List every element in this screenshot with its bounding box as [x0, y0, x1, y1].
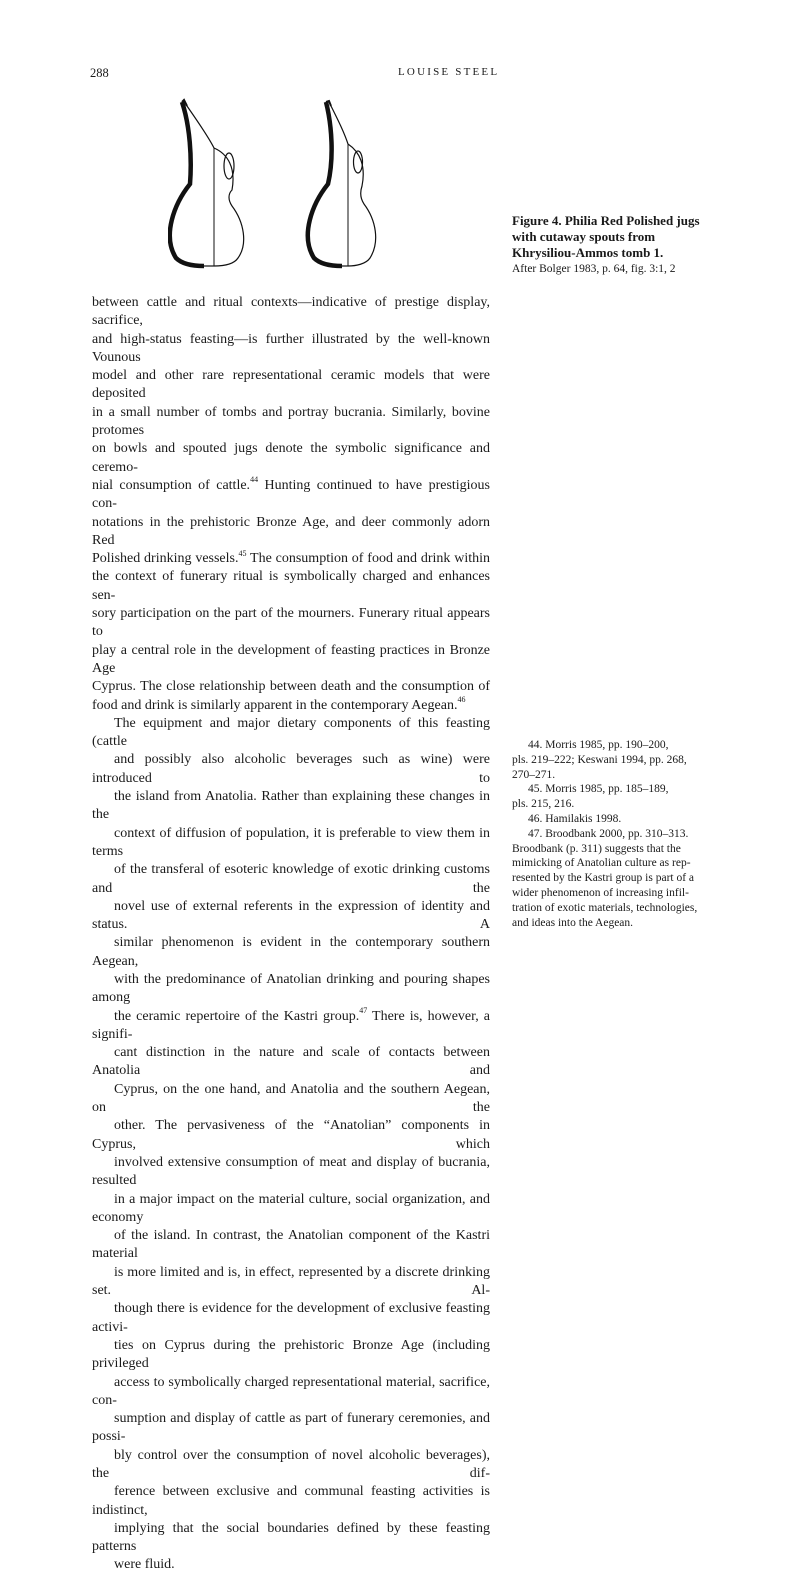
- page-number: 288: [90, 66, 109, 80]
- text-line: and high-status feasting—is further illustrated by the well-known Vounous: [92, 331, 490, 365]
- text-line: were fluid.: [114, 1557, 175, 1573]
- footnote-first-line: 45. Morris 1985, pp. 185–189,: [528, 783, 669, 796]
- footnote-line: 270–271.: [512, 768, 556, 781]
- text-line: Cyprus, on the one hand, and Anatolia and the southern Aegean, on the: [92, 1081, 490, 1116]
- text-line: the context of funerary ritual is symbolically charged and enhances sen-: [92, 569, 490, 603]
- text-line: Cyprus. The close relationship between death and the consumption of: [92, 679, 490, 695]
- text-line: [92, 550, 490, 568]
- figure-caption: [512, 213, 712, 277]
- text-line: of the transferal of esoteric knowledge of exotic drinking customs and the: [92, 862, 490, 896]
- text-run: Hunting continued to have prestigious con-: [92, 477, 491, 512]
- text-line: notations in the prehistoric Bronze Age, and deer commonly adorn Red: [92, 514, 490, 548]
- footnote-line: resented by the Kastri group is part of a: [512, 872, 695, 885]
- text-run: The consumption of food and drink within: [246, 551, 490, 567]
- text-line: ference between exclusive and communal feasting activities is indistinct,: [92, 1484, 490, 1518]
- text-line: implying that the social boundaries defined by these feasting patterns: [92, 1520, 490, 1555]
- text-line: play a central role in the development of feasting practices in Bronze Age: [92, 642, 490, 676]
- text-line: sory participation on the part of the mourners. Funerary ritual appears to: [92, 606, 490, 640]
- footnote-ref-44: 44: [250, 475, 259, 485]
- footnote-line: tration of exotic materials, technologies,: [512, 901, 698, 914]
- footnote-line: wider phenomenon of increasing infil-: [512, 886, 689, 899]
- text-line: context of diffusion of population, it is preferable to view them in terms: [92, 825, 490, 859]
- running-head: LOUISE STEEL: [398, 66, 500, 78]
- text-line: with the predominance of Anatolian drinking and pouring shapes among: [92, 971, 490, 1006]
- text-line: [92, 694, 490, 715]
- footnote-line: and ideas into the Aegean.: [512, 916, 634, 929]
- body-text: [92, 294, 490, 1575]
- body-paragraph-1: [92, 294, 490, 715]
- text-line: model and other rare representational ceramic models that were deposited: [92, 368, 490, 402]
- jug-right-right-profile: [348, 144, 376, 266]
- text-line: involved extensive consumption of meat and display of bucrania, resulted: [92, 1154, 490, 1189]
- text-line: sumption and display of cattle as part of funerary ceremonies, and possi-: [92, 1411, 490, 1445]
- text-line: is more limited and is, in effect, represented by a discrete drinking set. Al-: [92, 1264, 490, 1299]
- footnote-line: mimicking of Anatolian culture as rep-: [512, 857, 691, 870]
- text-line: in a small number of tombs and portray bucrania. Similarly, bovine protomes: [92, 404, 490, 439]
- text-line: between cattle and ritual contexts—indicative of prestige display, sacrifice,: [92, 295, 490, 329]
- footnote-first-line: 47. Broodbank 2000, pp. 310–313.: [528, 827, 689, 840]
- footnote-line: Broodbank (p. 311) suggests that the: [512, 842, 681, 855]
- footnote-line: pls. 219–222; Keswani 1994, pp. 268,: [512, 753, 687, 766]
- figure-caption-title: Figure 4. Philia Red Polished jugs with cutaway spouts from Khrysiliou-Ammos tomb 1.: [512, 213, 700, 260]
- body-paragraph-2: [92, 715, 490, 1575]
- text-line: on bowls and spouted jugs denote the symbolic significance and ceremo-: [92, 441, 490, 475]
- text-run: food and drink is similarly apparent in the contemporary Aegean.: [92, 697, 458, 713]
- footnote-44: [512, 738, 712, 782]
- text-line: of the island. In contrast, the Anatolian component of the Kastri material: [92, 1228, 490, 1262]
- text-line: access to symbolically charged representational material, sacrifice, con-: [92, 1374, 490, 1408]
- jug-left-right-profile: [214, 148, 244, 266]
- footnote-first-line: 46. Hamilakis 1998.: [528, 812, 622, 825]
- text-line: [92, 477, 490, 514]
- text-line: cant distinction in the nature and scale of contacts between Anatolia and: [92, 1045, 490, 1079]
- text-run: nial consumption of cattle.: [92, 477, 251, 493]
- text-line: other. The pervasiveness of the “Anatolian” components in Cyprus, which: [92, 1118, 490, 1152]
- text-line: bly control over the consumption of novel alcoholic beverages), the dif-: [92, 1447, 490, 1481]
- jug-right-thick-profile: [308, 102, 342, 266]
- figure-jug-illustrations: [168, 96, 408, 276]
- text-run: Polished drinking vessels.: [92, 551, 239, 567]
- text-line: novel use of external referents in the expression of identity and status. A: [92, 898, 490, 933]
- footnote-45: [512, 782, 712, 812]
- footnotes: [512, 738, 712, 930]
- text-line: The equipment and major dietary components of this feasting (cattle: [92, 715, 490, 750]
- jug-drawing-right: [308, 101, 376, 266]
- jug-left-handle-hole: [224, 153, 234, 179]
- text-run: There is, however, a signifi-: [92, 1008, 490, 1042]
- text-line: ties on Cyprus during the prehistoric Bronze Age (including privileged: [92, 1337, 490, 1372]
- jug-drawing-left: [170, 100, 244, 266]
- footnote-line: pls. 215, 216.: [512, 798, 575, 811]
- footnote-ref-45: 45: [238, 548, 247, 558]
- footnote-ref-47: 47: [359, 1005, 368, 1015]
- text-line: and possibly also alcoholic beverages such as wine) were introduced to: [92, 752, 490, 786]
- footnote-46: [512, 812, 712, 827]
- text-line: [92, 1005, 490, 1045]
- text-line: the island from Anatolia. Rather than explaining these changes in the: [92, 789, 490, 823]
- footnote-ref-46: 46: [457, 694, 466, 704]
- text-line: in a major impact on the material culture, social organization, and economy: [92, 1191, 490, 1225]
- figure-caption-source: After Bolger 1983, p. 64, fig. 3:1, 2: [512, 263, 676, 275]
- footnote-47: [512, 827, 712, 931]
- text-line: though there is evidence for the development of exclusive feasting activi-: [92, 1301, 490, 1335]
- text-run: the ceramic repertoire of the Kastri group.: [114, 1008, 360, 1024]
- jug-left-thick-profile: [170, 102, 204, 266]
- text-line: similar phenomenon is evident in the contemporary southern Aegean,: [92, 935, 490, 969]
- footnote-first-line: 44. Morris 1985, pp. 190–200,: [528, 739, 669, 751]
